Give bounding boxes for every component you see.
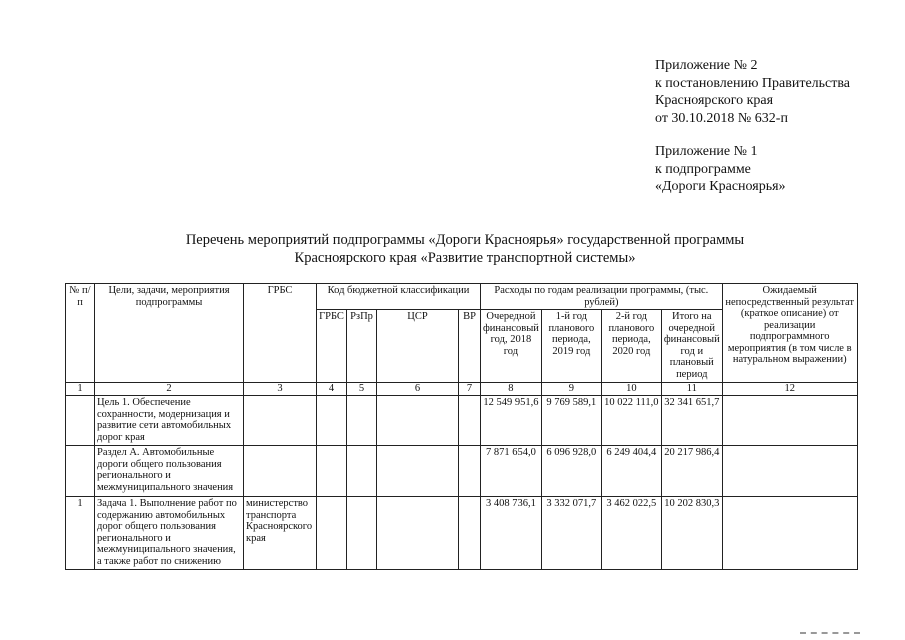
empty-cell (377, 446, 459, 497)
appendix-1-line: к подпрограмме (655, 161, 751, 177)
empty-cell (722, 497, 857, 570)
column-number: 9 (541, 383, 601, 396)
column-number: 11 (661, 383, 722, 396)
column-number: 3 (244, 383, 317, 396)
row-value-2018: 12 549 951,6 (481, 396, 542, 446)
empty-cell (722, 396, 857, 446)
subheader-vr: ВР (459, 310, 481, 383)
appendix-1-line: «Дороги Красноярья» (655, 179, 786, 194)
activities-table (65, 283, 858, 570)
subheader-csr: ЦСР (377, 310, 459, 383)
empty-cell (377, 396, 459, 446)
empty-cell (317, 497, 347, 570)
row-num: 1 (66, 497, 95, 570)
empty-cell (459, 497, 481, 570)
row-value-2018: 3 408 736,1 (481, 497, 542, 570)
row-value-2018: 7 871 654,0 (481, 446, 542, 497)
row-name: Задача 1. Выполнение работ по содержанию автомобильных дорог общего пользования регионального и межмуниципального значения, а также работ по снижению (95, 497, 244, 570)
row-value-total: 10 202 830,3 (661, 497, 722, 570)
empty-cell (317, 396, 347, 446)
document-title (120, 231, 810, 267)
row-value-2019: 3 332 071,7 (541, 497, 601, 570)
table-row (66, 396, 858, 446)
subheader-2018: Очередной финансовый год, 2018 год (481, 310, 542, 383)
header-num: № п/п (66, 284, 95, 383)
empty-cell (347, 497, 377, 570)
appendix-2-line: от 30.10.2018 № 632-п (655, 110, 788, 126)
appendix-2-block (655, 57, 895, 127)
empty-cell (347, 396, 377, 446)
row-name: Раздел А. Автомобильные дороги общего пользования регионального и межмуниципального значения (95, 446, 244, 497)
row-value-2019: 6 096 928,0 (541, 446, 601, 497)
row-grbs: министерство транспорта Красноярского края (244, 497, 317, 570)
empty-cell (459, 396, 481, 446)
column-number: 10 (601, 383, 661, 396)
appendix-2-line: к постановлению Правительства (655, 75, 851, 91)
row-value-2020: 3 462 022,5 (601, 497, 661, 570)
column-number: 7 (459, 383, 481, 396)
header-grbs: ГРБС (244, 284, 317, 383)
row-grbs (244, 396, 317, 446)
empty-cell (722, 446, 857, 497)
column-number: 8 (481, 383, 542, 396)
table-row (66, 446, 858, 497)
subheader-rzpr: РзПр (347, 310, 377, 383)
column-number: 2 (95, 383, 244, 396)
header-budget-code: Код бюджетной классификации (317, 284, 481, 310)
appendix-1-block (655, 143, 895, 196)
table-row (66, 497, 858, 570)
empty-cell (317, 446, 347, 497)
row-name: Цель 1. Обеспечение сохранности, модернизация и развитие сети автомобильных дорог края (95, 396, 244, 446)
subheader-2020: 2-й год планового периода, 2020 год (601, 310, 661, 383)
empty-cell (347, 446, 377, 497)
title-line: Красноярского края «Развитие транспортной системы» (294, 250, 636, 266)
row-value-total: 32 341 651,7 (661, 396, 722, 446)
empty-cell (459, 446, 481, 497)
subheader-total: Итого на очередной финансовый год и плановый период (661, 310, 722, 383)
title-line: Перечень мероприятий подпрограммы «Дороги Красноярья» государственной программы (185, 232, 745, 248)
empty-cell (377, 497, 459, 570)
appendix-2-line: Красноярского края (655, 93, 774, 108)
column-number: 6 (377, 383, 459, 396)
row-num (66, 396, 95, 446)
column-number: 4 (317, 383, 347, 396)
row-value-2020: 10 022 111,0 (601, 396, 661, 446)
row-value-2020: 6 249 404,4 (601, 446, 661, 497)
page-edge-mark (800, 632, 860, 634)
row-value-total: 20 217 986,4 (661, 446, 722, 497)
header-row (66, 284, 858, 310)
appendix-2-line: Приложение № 2 (655, 58, 758, 73)
header-expenses: Расходы по годам реализации программы, (тыс. рублей) (481, 284, 723, 310)
row-value-2019: 9 769 589,1 (541, 396, 601, 446)
column-number: 12 (722, 383, 857, 396)
row-num (66, 446, 95, 497)
header-goals: Цели, задачи, мероприятия подпрограммы (95, 284, 244, 383)
column-number-row (66, 383, 858, 396)
subheader-grbs: ГРБС (317, 310, 347, 383)
row-grbs (244, 446, 317, 497)
column-number: 1 (66, 383, 95, 396)
header-expected-result: Ожидаемый непосредственный результат (краткое описание) от реализации подпрограммного мероприятия (в том числе в натуральном выражении) (722, 284, 857, 383)
appendix-1-line: Приложение № 1 (655, 144, 758, 159)
column-number: 5 (347, 383, 377, 396)
subheader-2019: 1-й год планового периода, 2019 год (541, 310, 601, 383)
